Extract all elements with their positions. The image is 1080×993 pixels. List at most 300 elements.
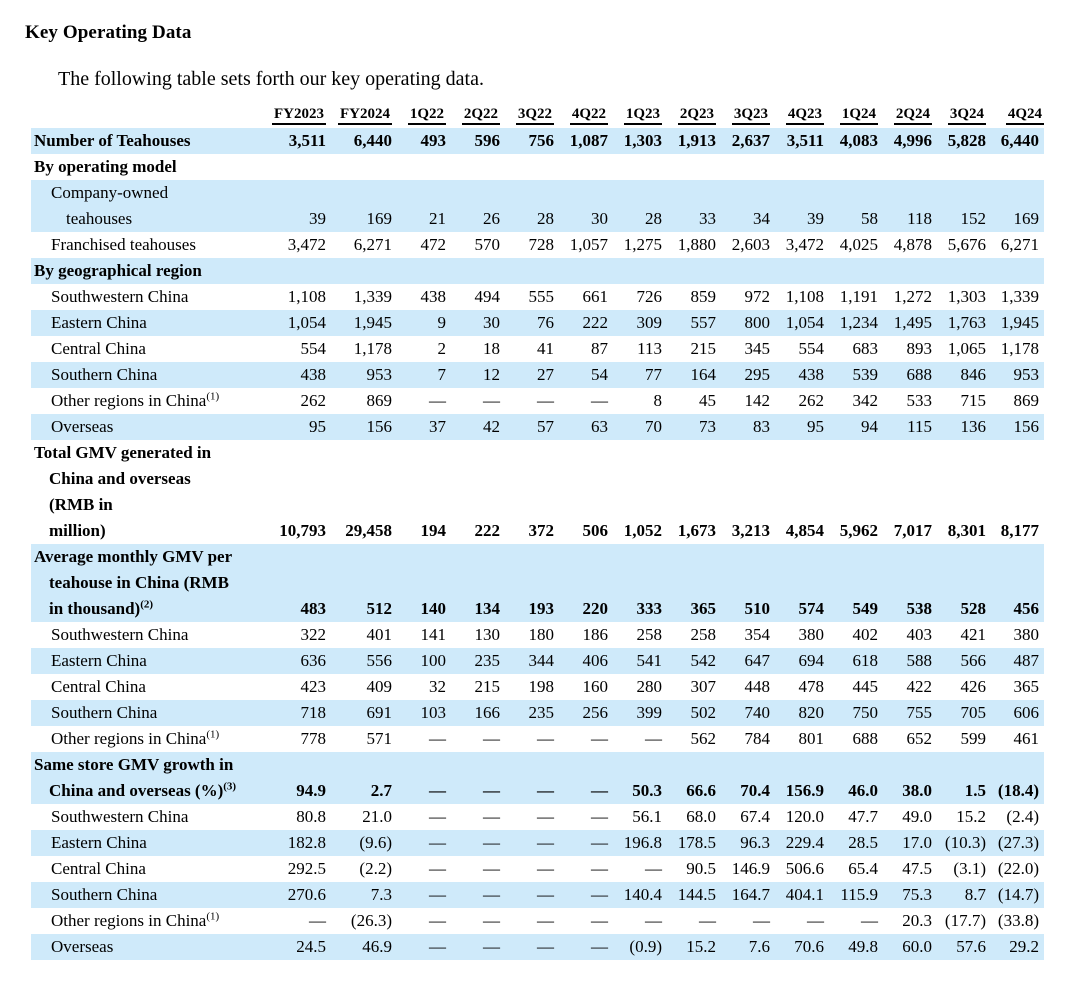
footnote-superscript: (1) [206,728,220,741]
table-row [31,622,1044,648]
footnote-superscript: (1) [206,910,220,923]
value-cell: 100 [392,648,446,674]
value-cell: — [645,729,662,748]
row-label-line: Central China [51,859,146,878]
value-cell: — [699,911,716,930]
value-cell: — [429,911,446,930]
value-cell: 156 [986,414,1044,440]
table-row [31,310,1044,336]
value-cell: 28 [608,180,662,232]
value-cell: 756 [500,128,554,154]
value-cell: 6,440 [326,128,392,154]
row-label [31,804,256,830]
row-label [31,674,256,700]
table-row [31,544,1044,622]
value-cell: 29.2 [986,934,1044,960]
intro-paragraph: The following table sets forth our key operating data. [58,68,484,90]
value-cell: 1,054 [256,310,326,336]
value-cell: 235 [500,700,554,726]
value-cell: 406 [554,648,608,674]
value-cell: 7 [392,362,446,388]
column-header-label: FY2024 [338,106,392,125]
row-label [31,362,256,388]
value-cell [554,154,608,180]
value-cell: 113 [637,339,662,358]
value-cell: 235 [446,648,500,674]
row-label [31,284,256,310]
value-cell: 292.5 [287,859,326,878]
value-cell: 755 [878,700,932,726]
table-body [31,128,1044,960]
value-cell: 661 [582,287,608,306]
value-cell: 152 [932,180,986,232]
value-cell: 445 [852,677,878,696]
value-cell: — [591,911,608,930]
value-cell: 76 [500,310,554,336]
row-label-line: Total GMV generated in [34,443,212,462]
value-cell: 740 [716,700,770,726]
value-cell: 380 [1013,625,1039,644]
value-cell: 5,962 [839,521,878,540]
value-cell: 506.6 [785,859,824,878]
value-cell: 47.5 [902,859,932,878]
table-row [31,180,1044,232]
value-cell [986,258,1044,284]
value-cell: 506 [582,521,608,540]
row-label-line: teahouses [66,209,133,228]
value-cell: (26.3) [350,911,392,930]
value-cell: — [591,391,608,410]
column-header-label: 4Q22 [570,106,608,125]
row-label [31,336,256,362]
value-cell: — [309,911,326,930]
value-cell: 8 [653,391,662,410]
value-cell [500,258,554,284]
column-header [932,106,986,128]
value-cell: 4,025 [839,235,878,254]
value-cell: (10.3) [932,830,986,856]
value-cell: 423 [300,677,326,696]
column-header [878,106,932,128]
table-row [31,154,1044,180]
value-cell: 169 [326,180,392,232]
value-cell: 694 [770,648,824,674]
row-label [31,908,256,934]
value-cell: 399 [608,700,662,726]
value-cell: 198 [528,677,554,696]
table-row [31,856,1044,882]
value-cell: (22.0) [997,859,1039,878]
row-label-line: Southern China [51,885,158,904]
column-header-label: 4Q23 [786,106,824,125]
value-cell: 574 [770,544,824,622]
value-cell: 636 [256,648,326,674]
value-cell: 571 [366,729,392,748]
value-cell: — [446,934,500,960]
row-label-line: By operating model [34,157,177,176]
value-cell: 345 [744,339,770,358]
value-cell: 422 [906,677,932,696]
value-cell: 3,213 [731,521,770,540]
value-cell: 70.6 [770,934,824,960]
value-cell: 30 [446,310,500,336]
value-cell: 652 [906,729,932,748]
value-cell: — [500,752,554,804]
value-cell: 1,108 [287,287,326,306]
value-cell: 9 [392,310,446,336]
table-row [31,414,1044,440]
value-cell: — [537,807,554,826]
value-cell: 1,763 [932,310,986,336]
value-cell: 46.0 [824,752,878,804]
corner-cell [31,106,256,128]
value-cell: (14.7) [986,882,1044,908]
value-cell [878,154,932,180]
value-cell: (18.4) [986,752,1044,804]
value-cell: — [591,859,608,878]
value-cell: 365 [662,544,716,622]
value-cell: 140 [392,544,446,622]
value-cell: 73 [662,414,716,440]
value-cell: — [500,882,554,908]
value-cell: 164 [662,362,716,388]
value-cell: 95 [770,414,824,440]
value-cell: (9.6) [326,830,392,856]
value-cell: 403 [906,625,932,644]
value-cell: 75.3 [878,882,932,908]
value-cell: — [645,859,662,878]
table-row [31,440,1044,544]
row-label [31,726,256,752]
page-title: Key Operating Data [25,22,192,43]
value-cell: 2,603 [731,235,770,254]
value-cell: — [537,859,554,878]
value-cell: 2,637 [716,128,770,154]
row-label [31,544,256,622]
value-cell: 15.2 [662,934,716,960]
table-row [31,934,1044,960]
value-cell: 8.7 [932,882,986,908]
value-cell: 120.0 [785,807,824,826]
value-cell: 494 [474,287,500,306]
value-cell: 618 [824,648,878,674]
value-cell: 596 [446,128,500,154]
value-cell: 487 [986,648,1044,674]
value-cell: 136 [932,414,986,440]
row-label-line: Southern China [51,703,158,722]
value-cell: 402 [852,625,878,644]
value-cell: 8,177 [1000,521,1039,540]
value-cell: 1.5 [932,752,986,804]
row-label-line: Company-owned [51,183,169,202]
column-header [770,106,824,128]
row-label [31,440,256,544]
value-cell: 186 [582,625,608,644]
value-cell: 691 [326,700,392,726]
value-cell: 1,087 [554,128,608,154]
value-cell: 1,057 [569,235,608,254]
value-cell: 7.6 [716,934,770,960]
value-cell: — [554,830,608,856]
row-label-line: Eastern China [51,313,147,332]
value-cell: 70 [608,414,662,440]
row-label-line: million) [49,521,106,540]
value-cell: 426 [960,677,986,696]
table-row [31,882,1044,908]
value-cell: 65.4 [848,859,878,878]
value-cell: 972 [744,287,770,306]
value-cell [932,154,986,180]
value-cell: 510 [716,544,770,622]
column-header-label: 1Q23 [624,106,662,125]
value-cell: — [483,911,500,930]
value-cell: 57 [500,414,554,440]
value-cell: 726 [636,287,662,306]
value-cell: 77 [608,362,662,388]
value-cell: 456 [986,544,1044,622]
value-cell: 1,303 [608,128,662,154]
table-row [31,700,1044,726]
row-label [31,310,256,336]
value-cell: 134 [446,544,500,622]
value-cell: 103 [392,700,446,726]
value-cell: 49.8 [824,934,878,960]
value-cell: 512 [326,544,392,622]
value-cell: 66.6 [662,752,716,804]
value-cell: 438 [420,287,446,306]
value-cell: 562 [690,729,716,748]
value-cell: 50.3 [608,752,662,804]
table-row [31,752,1044,804]
column-header-label: 2Q23 [678,106,716,125]
value-cell: — [861,911,878,930]
row-label-line: Overseas [51,417,114,436]
row-label [31,154,256,180]
value-cell: 1,234 [824,310,878,336]
table-row [31,726,1044,752]
value-cell: (33.8) [997,911,1039,930]
column-header-label: 2Q24 [894,106,932,125]
table-row [31,128,1044,154]
value-cell: 262 [300,391,326,410]
value-cell: 39 [770,180,824,232]
value-cell: 557 [662,310,716,336]
value-cell: 262 [798,391,824,410]
header-row [31,106,1044,128]
value-cell [824,258,878,284]
value-cell: 472 [420,235,446,254]
value-cell: 156.9 [770,752,824,804]
value-cell: 869 [1013,391,1039,410]
value-cell: 538 [878,544,932,622]
value-cell: 94.9 [256,752,326,804]
value-cell: 46.9 [326,934,392,960]
value-cell: 8,301 [947,521,986,540]
table-row [31,362,1044,388]
row-label [31,934,256,960]
row-label-line: Other regions in China$^{(1)}$ [51,390,220,410]
row-label-line: Same store GMV growth in [34,755,234,774]
value-cell [446,258,500,284]
value-cell: 118 [878,180,932,232]
value-cell: 800 [716,310,770,336]
row-label-line: Number of Teahouses [34,131,191,150]
value-cell: 372 [528,521,554,540]
value-cell: 1,945 [986,310,1044,336]
value-cell: — [554,882,608,908]
value-cell [662,258,716,284]
value-cell: 1,191 [839,287,878,306]
value-cell: 169 [986,180,1044,232]
value-cell: — [537,911,554,930]
value-cell: 401 [366,625,392,644]
column-header-label: 3Q23 [732,106,770,125]
column-header [256,106,326,128]
value-cell: 1,178 [353,339,392,358]
value-cell: 21.0 [362,807,392,826]
value-cell: 146.9 [731,859,770,878]
column-header-label: 2Q22 [462,106,500,125]
value-cell: 715 [960,391,986,410]
value-cell: 6,440 [986,128,1044,154]
value-cell: 144.5 [662,882,716,908]
value-cell: 404.1 [770,882,824,908]
value-cell: 182.8 [256,830,326,856]
value-cell: — [591,807,608,826]
value-cell: 28 [500,180,554,232]
value-cell: 606 [986,700,1044,726]
value-cell: 483 [256,544,326,622]
footnote-superscript: (1) [206,390,220,403]
value-cell: 56.1 [632,807,662,826]
value-cell: 599 [960,729,986,748]
value-cell: 160 [582,677,608,696]
value-cell: 222 [554,310,608,336]
value-cell: — [554,934,608,960]
row-label-line: By geographical region [34,261,202,280]
column-header-label: 1Q22 [408,106,446,125]
value-cell: 409 [366,677,392,696]
row-label-line: Eastern China [51,651,147,670]
value-cell: 42 [446,414,500,440]
value-cell: 33 [662,180,716,232]
row-label-line: Average monthly GMV per [34,547,233,566]
value-cell [392,154,446,180]
value-cell [716,258,770,284]
value-cell: 438 [770,362,824,388]
value-cell: — [591,729,608,748]
value-cell: 280 [636,677,662,696]
value-cell [608,258,662,284]
value-cell [878,258,932,284]
value-cell: 21 [392,180,446,232]
value-cell [662,154,716,180]
value-cell: 4,996 [878,128,932,154]
value-cell: 438 [256,362,326,388]
column-header-label: FY2023 [272,106,326,125]
value-cell: 1,303 [947,287,986,306]
column-header [392,106,446,128]
value-cell: 1,054 [770,310,824,336]
value-cell: 718 [256,700,326,726]
value-cell: 448 [744,677,770,696]
column-header-label: 3Q24 [948,106,986,125]
value-cell: 461 [1013,729,1039,748]
value-cell: — [483,807,500,826]
value-cell: 222 [474,521,500,540]
value-cell: 869 [366,391,392,410]
value-cell: 566 [932,648,986,674]
value-cell [326,154,392,180]
value-cell: 87 [591,339,608,358]
value-cell: 24.5 [256,934,326,960]
value-cell: 115 [878,414,932,440]
value-cell: 141 [420,625,446,644]
value-cell: 846 [932,362,986,388]
row-label-line: Southwestern China [51,625,189,644]
column-header [716,106,770,128]
value-cell: — [446,752,500,804]
value-cell: 342 [852,391,878,410]
value-cell: 215 [474,677,500,696]
value-cell [500,154,554,180]
value-cell: 554 [798,339,824,358]
value-cell [326,258,392,284]
value-cell: 820 [770,700,824,726]
value-cell: 478 [798,677,824,696]
value-cell: 115.9 [824,882,878,908]
table-row [31,258,1044,284]
row-label-line: Overseas [51,937,114,956]
value-cell: 688 [878,362,932,388]
row-label [31,388,256,414]
value-cell: 5,676 [947,235,986,254]
value-cell: 58 [824,180,878,232]
value-cell: 28.5 [824,830,878,856]
value-cell: — [537,729,554,748]
value-cell: 2.7 [326,752,392,804]
row-label-line: China and overseas [49,469,191,488]
value-cell [446,154,500,180]
value-cell [932,258,986,284]
column-header-label: 3Q22 [516,106,554,125]
row-label-line: Other regions in China$^{(1)}$ [51,728,220,748]
value-cell: — [429,729,446,748]
value-cell: 63 [554,414,608,440]
value-cell: 784 [744,729,770,748]
value-cell: 3,511 [256,128,326,154]
value-cell: 193 [500,544,554,622]
value-cell: 37 [392,414,446,440]
row-label-line: Central China [51,677,146,696]
footnote-superscript: (2) [140,598,154,611]
value-cell: 156 [326,414,392,440]
value-cell: 96.3 [716,830,770,856]
value-cell: — [753,911,770,930]
value-cell: 533 [906,391,932,410]
value-cell [716,154,770,180]
value-cell: 555 [528,287,554,306]
value-cell: 1,339 [353,287,392,306]
value-cell: 953 [986,362,1044,388]
value-cell [256,154,326,180]
value-cell: 164.7 [716,882,770,908]
row-label [31,258,256,284]
value-cell: 166 [446,700,500,726]
value-cell: 67.4 [740,807,770,826]
value-cell: 6,271 [1000,235,1039,254]
value-cell: — [483,729,500,748]
